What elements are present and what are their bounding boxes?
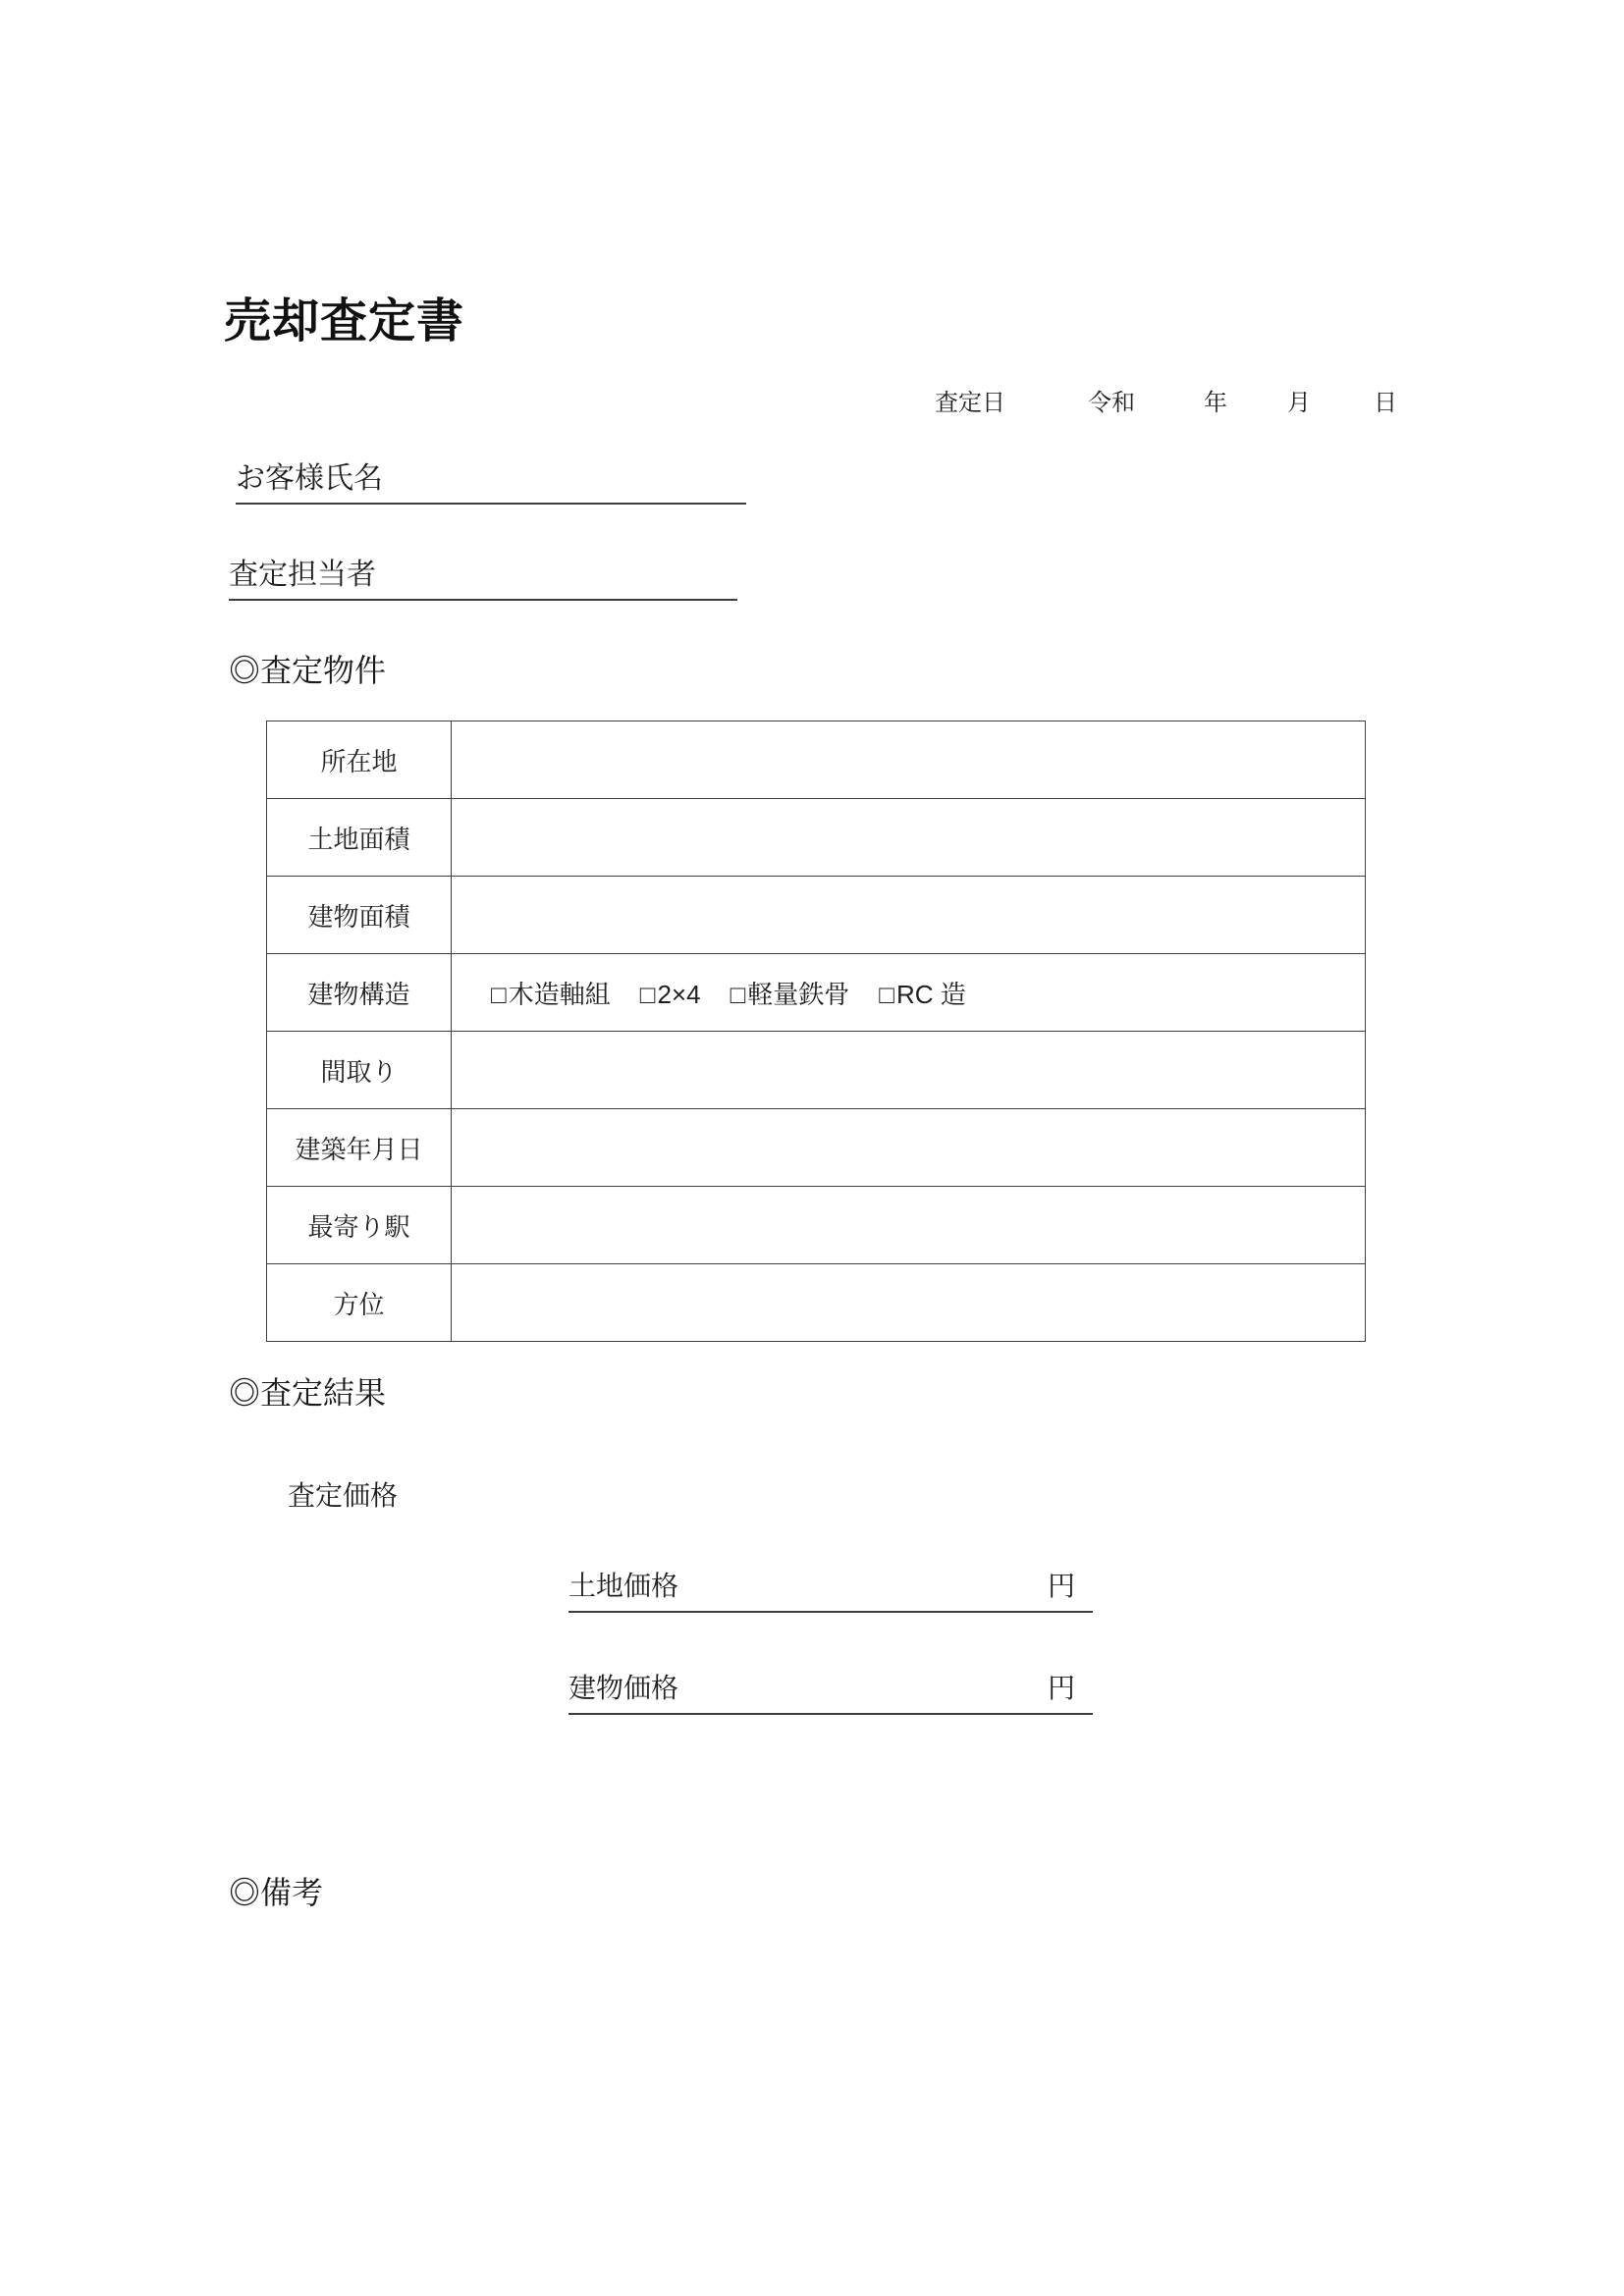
table-row-land-area (267, 799, 1366, 877)
land-price-blank[interactable] (678, 1585, 1048, 1595)
row-value-land-area[interactable] (452, 799, 1366, 877)
row-value-floor-plan[interactable] (452, 1032, 1366, 1109)
land-price-label: 土地価格 (568, 1571, 679, 1601)
row-value-building-area[interactable] (452, 877, 1366, 954)
month-suffix-label: 月 (1287, 390, 1311, 416)
row-label-structure: 建物構造 (267, 954, 452, 1032)
table-row-direction (267, 1264, 1366, 1342)
checkbox-icon: □ (491, 979, 507, 1009)
building-price-field (568, 1667, 1093, 1715)
day-suffix-label: 日 (1374, 390, 1397, 416)
customer-name-field (236, 454, 746, 505)
year-suffix-label: 年 (1204, 390, 1227, 416)
building-price-blank[interactable] (678, 1687, 1048, 1697)
row-label-floor-plan: 間取り (267, 1032, 452, 1109)
table-row-floor-plan (267, 1032, 1366, 1109)
checkbox-label-rc: RC 造 (896, 979, 966, 1009)
property-section-heading: ◎査定物件 (229, 653, 387, 688)
customer-name-blank[interactable] (383, 478, 746, 488)
checkbox-icon: □ (730, 979, 746, 1009)
checkbox-option-wood-frame[interactable] (491, 975, 611, 1011)
customer-name-label: お客様氏名 (236, 462, 383, 495)
property-table (266, 721, 1366, 1342)
table-row-nearest-station (267, 1187, 1366, 1264)
row-value-nearest-station[interactable] (452, 1187, 1366, 1264)
table-row-build-date (267, 1109, 1366, 1187)
checkbox-icon: □ (639, 979, 656, 1009)
result-section-heading: ◎査定結果 (229, 1375, 387, 1411)
building-price-unit: 円 (1047, 1673, 1075, 1703)
assessment-date-label: 査定日 (935, 390, 1005, 416)
assessment-date-line (935, 383, 1397, 417)
checkbox-label-wood-frame: 木造軸組 (508, 979, 611, 1009)
era-label: 令和 (1088, 390, 1135, 416)
assessor-label: 査定担当者 (229, 559, 376, 591)
land-price-field (568, 1565, 1093, 1613)
checkbox-label-2x4: 2×4 (657, 979, 701, 1009)
document-title: 売却査定書 (224, 295, 465, 347)
row-label-nearest-station: 最寄り駅 (267, 1187, 452, 1264)
table-row-location (267, 721, 1366, 799)
building-price-label: 建物価格 (568, 1673, 679, 1703)
row-label-direction: 方位 (267, 1264, 452, 1342)
row-value-direction[interactable] (452, 1264, 1366, 1342)
row-value-structure (452, 954, 1366, 1032)
row-label-land-area: 土地面積 (267, 799, 452, 877)
appraisal-price-label: 査定価格 (288, 1480, 399, 1511)
land-price-unit: 円 (1047, 1571, 1075, 1601)
remarks-section-heading: ◎備考 (229, 1875, 324, 1910)
assessor-blank[interactable] (376, 574, 737, 584)
row-value-build-date[interactable] (452, 1109, 1366, 1187)
checkbox-icon: □ (879, 979, 895, 1009)
structure-options-group (491, 975, 1365, 1011)
table-row-building-area (267, 877, 1366, 954)
table-row-structure (267, 954, 1366, 1032)
row-label-location: 所在地 (267, 721, 452, 799)
row-value-location[interactable] (452, 721, 1366, 799)
assessor-field (229, 550, 737, 601)
checkbox-option-2x4[interactable] (640, 980, 701, 1010)
checkbox-option-rc[interactable] (879, 975, 966, 1011)
row-label-build-date: 建築年月日 (267, 1109, 452, 1187)
row-label-building-area: 建物面積 (267, 877, 452, 954)
checkbox-option-light-steel[interactable] (731, 975, 850, 1011)
checkbox-label-light-steel: 軽量鉄骨 (747, 979, 850, 1009)
